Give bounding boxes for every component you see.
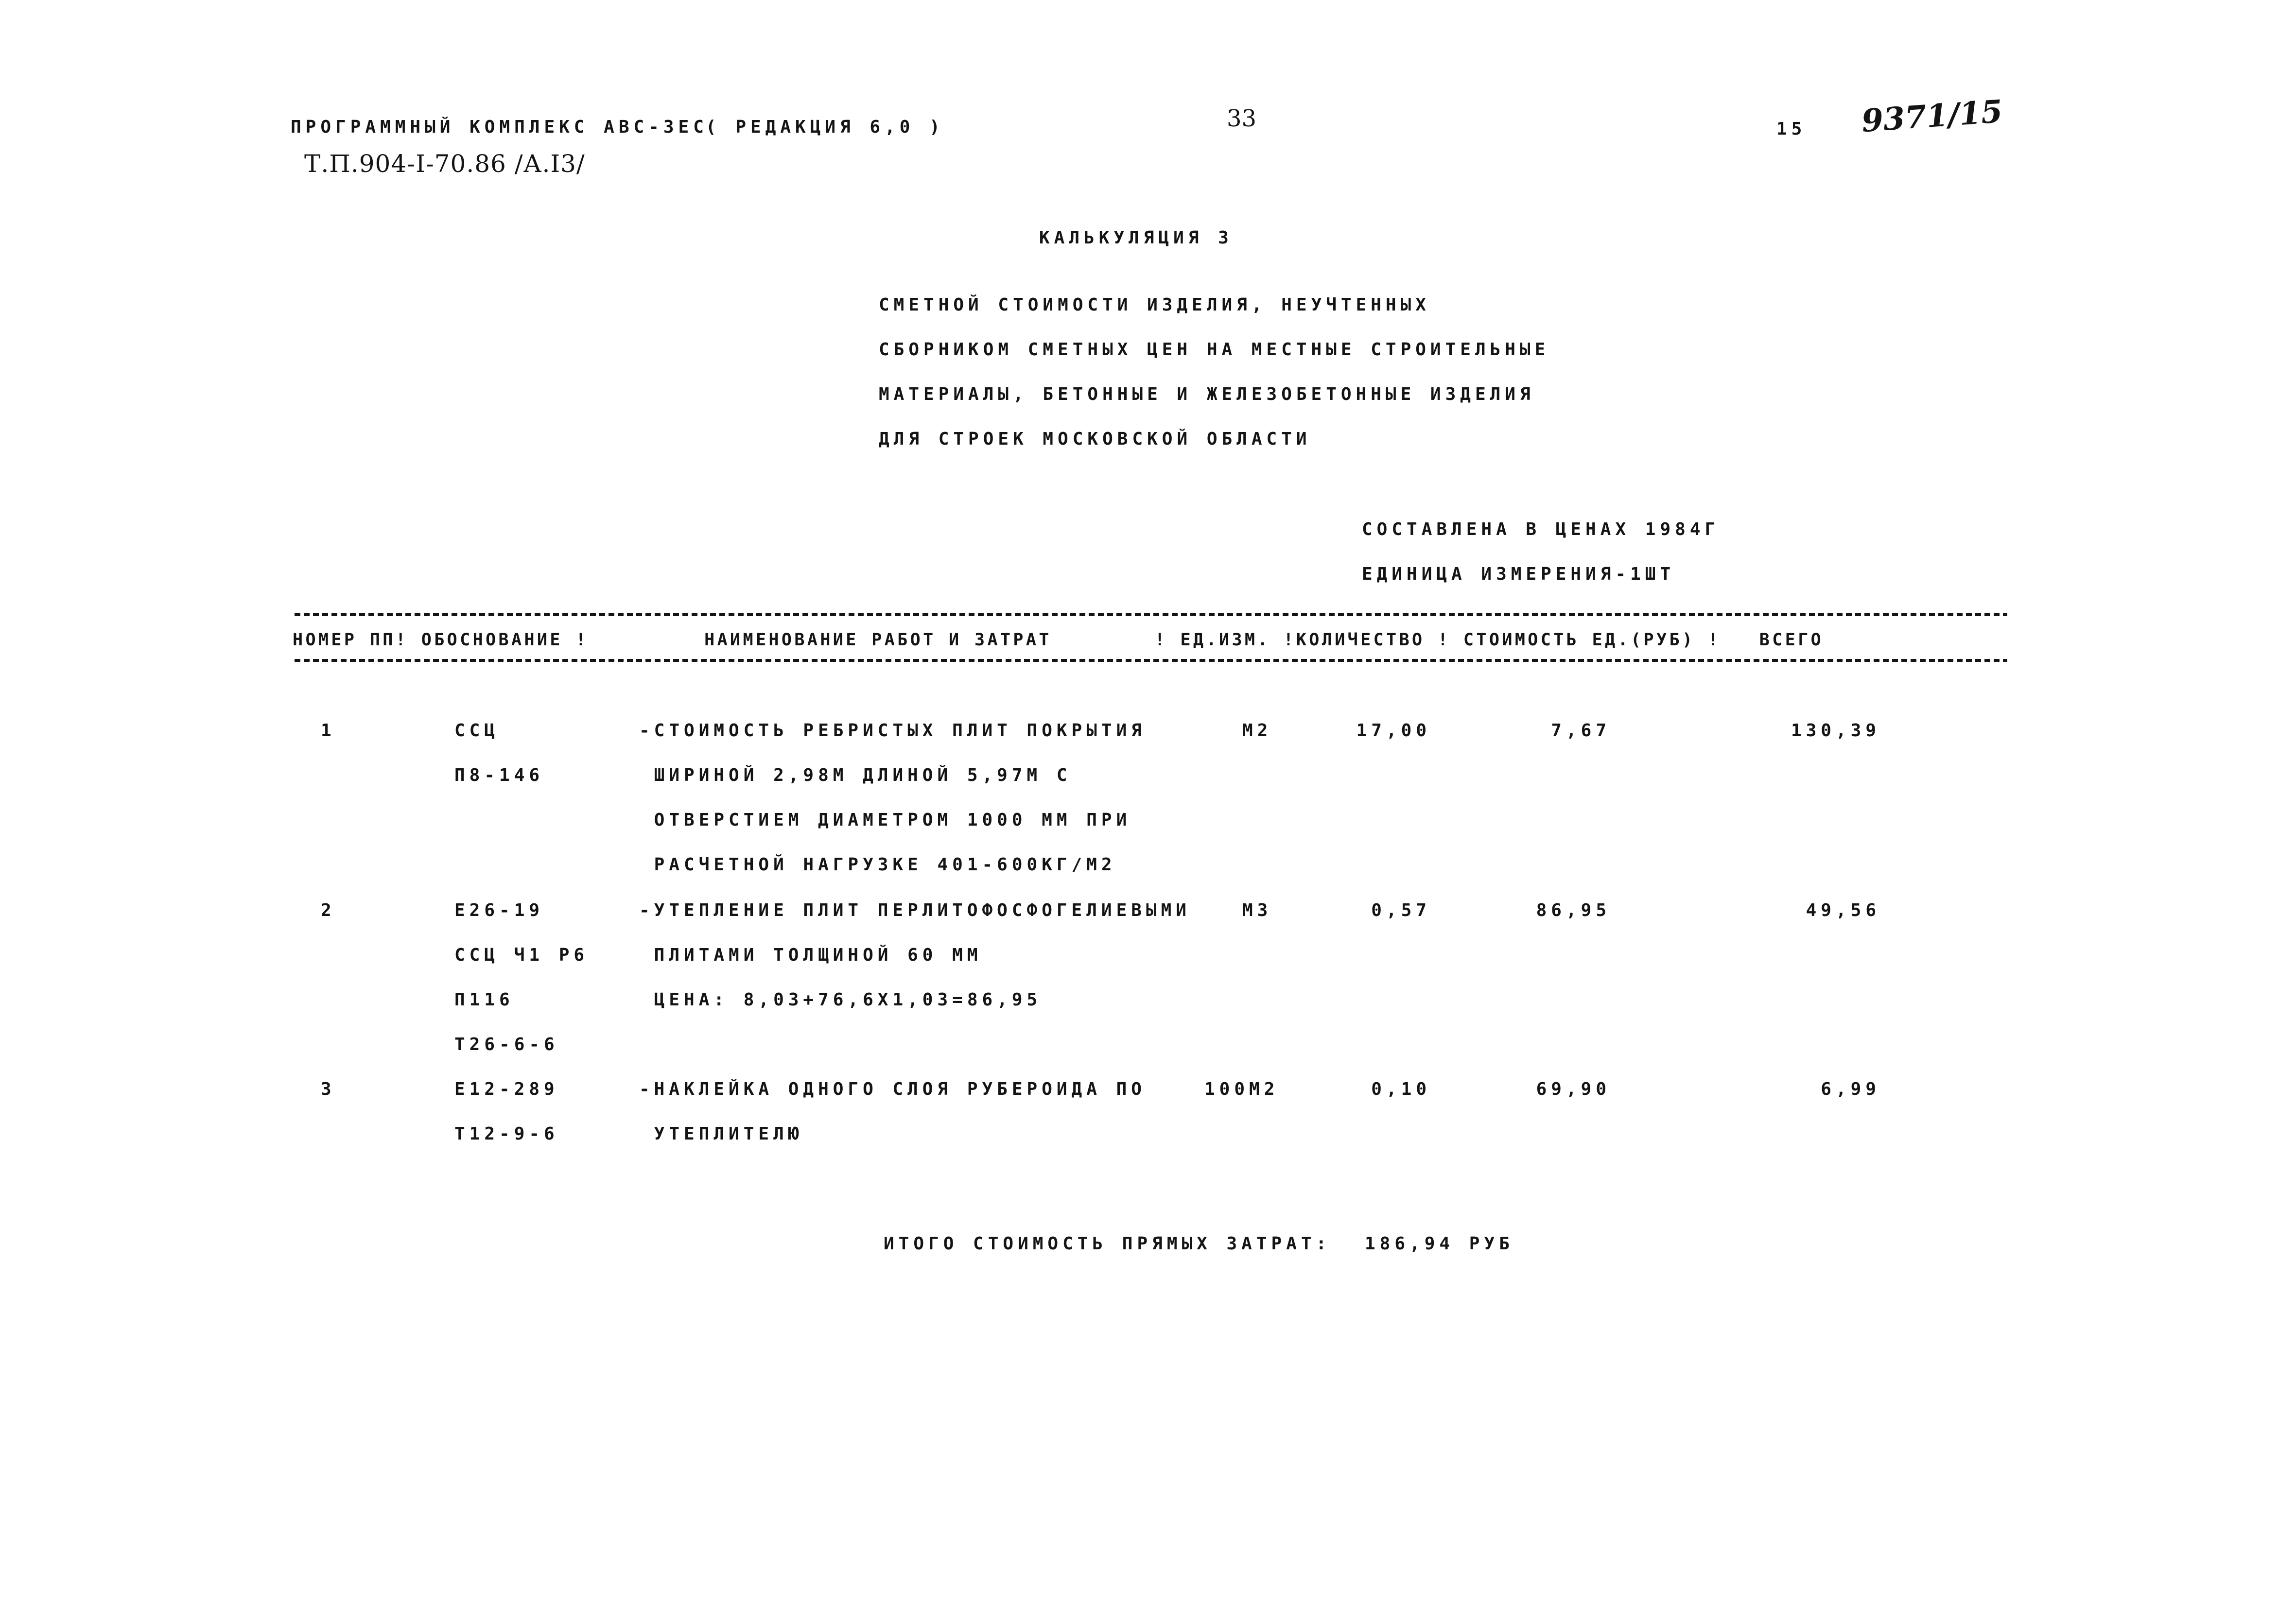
table-rule-top xyxy=(295,613,2007,616)
row-number: 1 xyxy=(321,721,336,741)
row-unit-price: 69,90 xyxy=(1536,1079,1611,1099)
row-total: 6,99 xyxy=(1821,1079,1880,1099)
row-number: 2 xyxy=(321,900,336,920)
title-line: ДЛЯ СТРОЕК МОСКОВСКОЙ ОБЛАСТИ xyxy=(879,429,1311,449)
total-label: ИТОГО СТОИМОСТЬ ПРЯМЫХ ЗАТРАТ: xyxy=(884,1234,1331,1254)
row-name: УТЕПЛИТЕЛЮ xyxy=(639,1124,803,1144)
row-name: -НАКЛЕЙКА ОДНОГО СЛОЯ РУБЕРОИДА ПО xyxy=(639,1079,1146,1099)
row-unit-price: 7,67 xyxy=(1551,721,1611,741)
title-line: СБОРНИКОМ СМЕТНЫХ ЦЕН НА МЕСТНЫЕ СТРОИТЕЛЬНЫЕ xyxy=(879,340,1550,360)
row-quantity: 0,57 xyxy=(1371,900,1431,920)
row-unit: М2 xyxy=(1242,721,1272,741)
page-number: 33 xyxy=(1227,105,1257,132)
row-name: -УТЕПЛЕНИЕ ПЛИТ ПЕРЛИТОФОСФОГЕЛИЕВЫМИ xyxy=(639,900,1191,920)
measurement-unit: ЕДИНИЦА ИЗМЕРЕНИЯ-1ШТ xyxy=(1362,564,1675,584)
program-edition: ( РЕДАКЦИЯ 6,0 ) xyxy=(706,117,944,137)
project-reference: Т.П.904-I-70.86 /А.I3/ xyxy=(304,150,585,178)
table-header: НОМЕР ПП! ОБОСНОВАНИЕ ! НАИМЕНОВАНИЕ РАБОТ И ЗАТРАТ ! ЕД.ИЗМ. !КОЛИЧЕСТВО ! СТОИМОСТЬ ЕД.(РУБ) ! ВСЕГО xyxy=(293,630,1824,650)
row-number: 3 xyxy=(321,1079,336,1099)
row-unit: 100М2 xyxy=(1204,1079,1279,1099)
row-name: -СТОИМОСТЬ РЕБРИСТЫХ ПЛИТ ПОКРЫТИЯ xyxy=(639,721,1146,741)
row-total: 49,56 xyxy=(1806,900,1880,920)
calculation-heading: КАЛЬКУЛЯЦИЯ 3 xyxy=(1039,228,1233,248)
program-name: ПРОГРАММНЫЙ КОМПЛЕКС АВС-ЗЕС xyxy=(291,117,708,137)
prices-basis: СОСТАВЛЕНА В ЦЕНАХ 1984Г xyxy=(1362,519,1720,539)
title-line: СМЕТНОЙ СТОИМОСТИ ИЗДЕЛИЯ, НЕУЧТЕННЫХ xyxy=(879,295,1430,315)
sheet-number: 15 xyxy=(1776,119,1807,139)
row-name: ОТВЕРСТИЕМ ДИАМЕТРОМ 1000 ММ ПРИ xyxy=(639,810,1131,830)
row-total: 130,39 xyxy=(1791,721,1880,741)
row-basis: ССЦ Ч1 Р6 xyxy=(454,945,589,965)
row-basis: Т12-9-6 xyxy=(454,1124,559,1144)
row-name: ШИРИНОЙ 2,98М ДЛИНОЙ 5,97М С xyxy=(639,765,1072,785)
row-basis: Е12-289 xyxy=(454,1079,559,1099)
row-basis: П8-146 xyxy=(454,765,544,785)
row-unit: М3 xyxy=(1242,900,1272,920)
table-rule-bottom xyxy=(295,659,2007,662)
row-quantity: 0,10 xyxy=(1371,1079,1431,1099)
row-basis: ССЦ xyxy=(454,721,500,741)
row-basis: Т26-6-6 xyxy=(454,1035,559,1054)
row-basis: П116 xyxy=(454,990,514,1010)
row-name: РАСЧЕТНОЙ НАГРУЗКЕ 401-600КГ/М2 xyxy=(639,855,1116,875)
row-name: ЦЕНА: 8,03+76,6Х1,03=86,95 xyxy=(639,990,1042,1010)
row-basis: Е26-19 xyxy=(454,900,544,920)
row-name: ПЛИТАМИ ТОЛЩИНОЙ 60 ММ xyxy=(639,945,982,965)
handwritten-reference: 9371/15 xyxy=(1860,93,2004,140)
row-quantity: 17,00 xyxy=(1356,721,1431,741)
total-value: 186,94 РУБ xyxy=(1365,1234,1514,1254)
title-line: МАТЕРИАЛЫ, БЕТОННЫЕ И ЖЕЛЕЗОБЕТОННЫЕ ИЗДЕЛИЯ xyxy=(879,384,1535,404)
row-unit-price: 86,95 xyxy=(1536,900,1611,920)
